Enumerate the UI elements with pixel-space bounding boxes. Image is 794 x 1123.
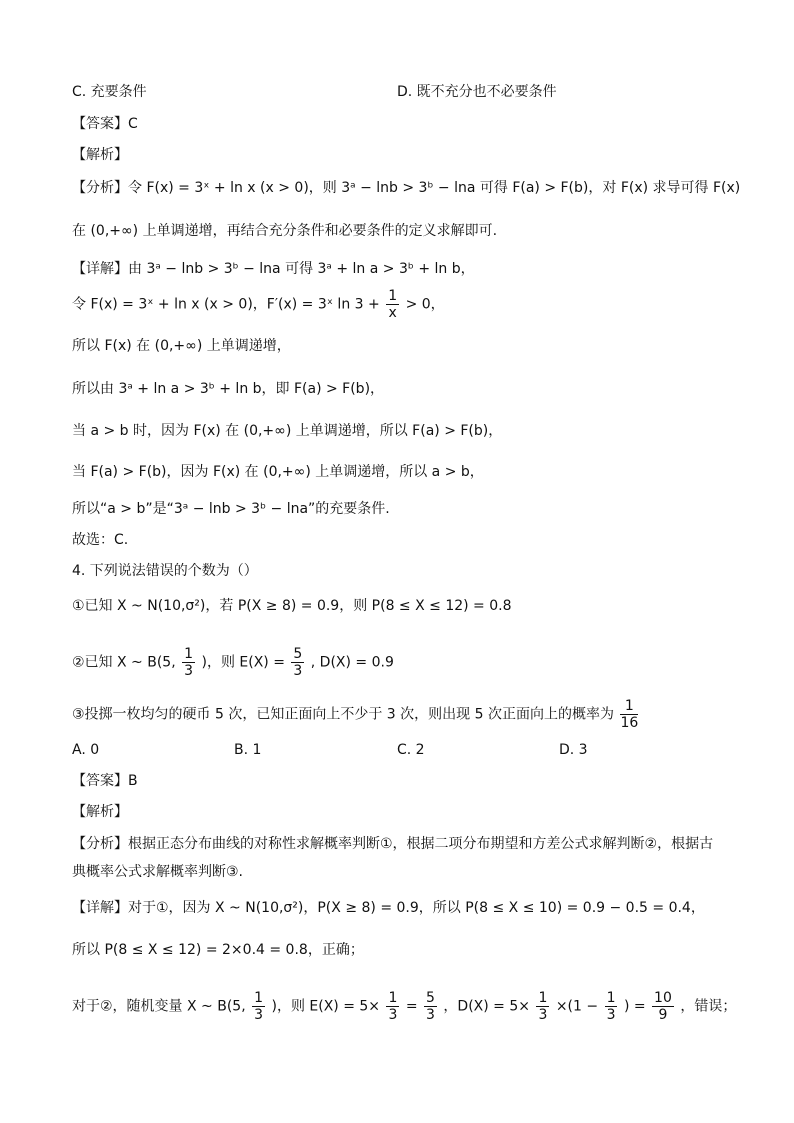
fraction	[386, 990, 399, 1023]
denominator: 3	[426, 1007, 435, 1023]
numerator: 1	[388, 990, 398, 1006]
numerator: 1	[184, 646, 194, 662]
denominator: 16	[620, 715, 639, 731]
answer-label: 【答案】C	[72, 116, 138, 132]
question-stem: 4. 下列说法错误的个数为（）	[72, 563, 258, 579]
denominator: 3	[538, 1007, 548, 1023]
option-d: D. 3	[559, 742, 588, 758]
choose-line: 故选：C.	[72, 532, 129, 548]
fraction	[620, 698, 638, 731]
numerator: 5	[293, 646, 303, 662]
numerator: 1	[620, 698, 638, 715]
denominator: 3	[254, 1007, 264, 1023]
detail-text: =	[405, 998, 418, 1015]
answer-label: 【答案】B	[72, 773, 138, 789]
statement-text: ②已知 X ~ B(5,	[72, 654, 176, 671]
detail-line: 当 F(a) > F(b)，因为 F(x) 在 (0,+∞) 上单调递增，所以 a > b，	[72, 464, 484, 480]
fraction	[652, 990, 674, 1023]
denominator: x	[388, 305, 397, 321]
detail-line: 所以“a > b”是“3ᵃ − lnb > 3ᵇ − lna”的充要条件.	[72, 501, 390, 517]
analysis-label: 【解析】	[72, 147, 128, 163]
numerator: 1	[606, 990, 616, 1006]
detail-line: 当 a > b 时，因为 F(x) 在 (0,+∞) 上单调递增，所以 F(a) > F(b)，	[72, 423, 503, 439]
detail-text: ，错误；	[680, 998, 737, 1015]
fraction	[291, 646, 304, 679]
statement-text: )，则 E(X) =	[201, 654, 285, 671]
detail-line: 【详解】由 3ᵃ − lnb > 3ᵇ − lna 可得 3ᵃ + ln a > 3ᵇ + ln b，	[72, 261, 475, 277]
detail-line: 【详解】对于①，因为 X ~ N(10,σ²)，P(X ≥ 8) = 0.9，所以 P(8 ≤ X ≤ 10) = 0.9 − 0.5 = 0.4，	[72, 900, 705, 916]
fraction	[386, 288, 399, 321]
denominator: 3	[606, 1007, 616, 1023]
numerator: 1	[538, 990, 548, 1006]
detail-text: )，则 E(X) = 5×	[271, 998, 381, 1015]
denominator: 3	[293, 663, 303, 679]
denominator: 9	[658, 1007, 668, 1023]
option-c: C. 2	[397, 742, 425, 758]
option-b: B. 1	[234, 742, 262, 758]
statement-3	[72, 698, 640, 731]
numerator: 5	[426, 990, 435, 1006]
option-d: D. 既不充分也不必要条件	[397, 84, 557, 100]
statement-text: ③投掷一枚均匀的硬币 5 次，已知正面向上不少于 3 次，则出现 5 次正面向上的概率为	[72, 706, 614, 723]
numerator: 10	[654, 990, 672, 1006]
detail-line-with-fraction	[72, 288, 445, 321]
analysis-label: 【解析】	[72, 804, 128, 820]
detail-text: 对于②，随机变量 X ~ B(5,	[72, 998, 246, 1015]
fraction	[536, 990, 549, 1023]
detail-text: ) =	[623, 998, 646, 1015]
detail-line-with-fractions	[72, 990, 736, 1023]
analysis-line: 典概率公式求解概率判断③.	[72, 864, 244, 880]
analysis-line: 在 (0,+∞) 上单调递增，再结合充分条件和必要条件的定义求解即可.	[72, 223, 498, 239]
fraction	[605, 990, 618, 1023]
detail-line: 所以 P(8 ≤ X ≤ 12) = 2×0.4 = 0.8，正确；	[72, 942, 364, 958]
statement-2	[72, 646, 394, 679]
denominator: 3	[388, 1007, 398, 1023]
statement-1: ①已知 X ~ N(10,σ²)，若 P(X ≥ 8) = 0.9，则 P(8 ≤ X ≤ 12) = 0.8	[72, 598, 512, 614]
denominator: 3	[184, 663, 194, 679]
numerator: 1	[388, 288, 398, 304]
detail-text: > 0，	[405, 296, 445, 313]
detail-line: 所以由 3ᵃ + ln a > 3ᵇ + ln b，即 F(a) > F(b)，	[72, 381, 385, 397]
analysis-line: 【分析】令 F(x) = 3ˣ + ln x (x > 0)，则 3ᵃ − lnb > 3ᵇ − lna 可得 F(a) > F(b)，对 F(x) 求导可得 F(x)	[72, 180, 741, 196]
option-a: A. 0	[72, 742, 100, 758]
option-c: C. 充要条件	[72, 84, 147, 100]
statement-text: , D(X) = 0.9	[310, 654, 394, 671]
detail-text: ×(1 −	[555, 998, 599, 1015]
analysis-line: 【分析】根据正态分布曲线的对称性求解概率判断①，根据二项分布期望和方差公式求解判断②，根据古	[72, 836, 714, 852]
detail-line: 所以 F(x) 在 (0,+∞) 上单调递增，	[72, 338, 291, 354]
detail-text: ，D(X) = 5×	[443, 998, 530, 1015]
fraction	[182, 646, 195, 679]
fraction	[252, 990, 265, 1023]
numerator: 1	[254, 990, 264, 1006]
fraction	[424, 990, 437, 1023]
detail-text: 令 F(x) = 3ˣ + ln x (x > 0)，F′(x) = 3ˣ ln 3 +	[72, 296, 380, 313]
